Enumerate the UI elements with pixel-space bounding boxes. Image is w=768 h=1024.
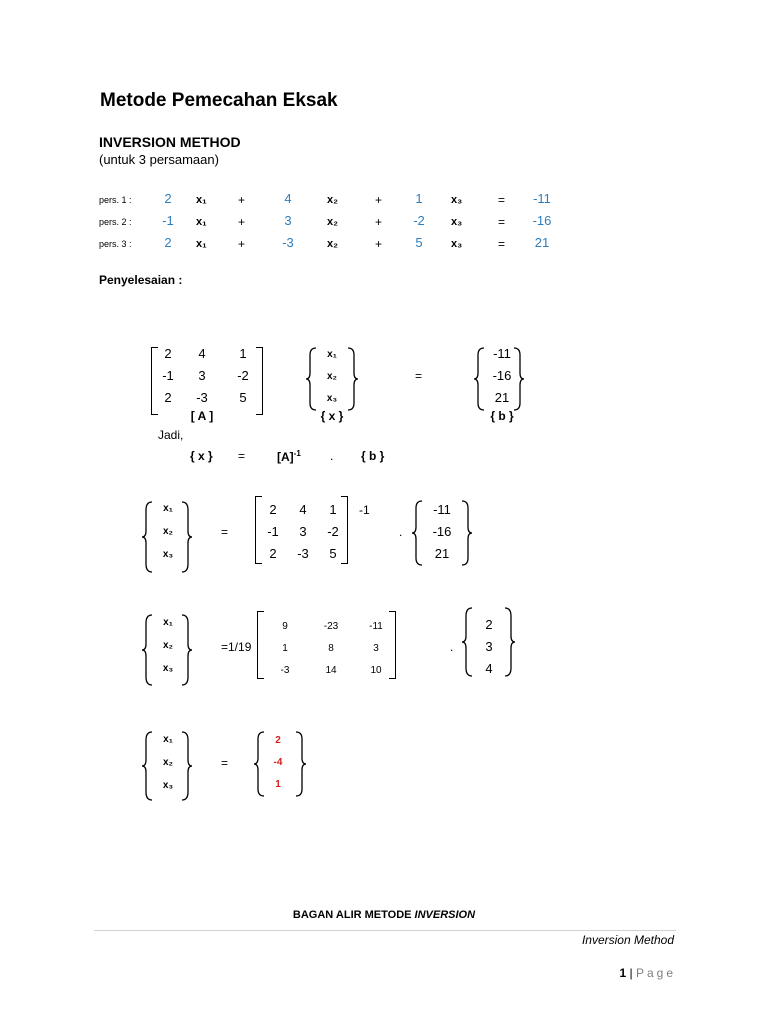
equals-sign: =	[221, 525, 229, 539]
variable: x₂	[327, 216, 339, 228]
coefficient: 5	[415, 235, 423, 250]
plus-sign: +	[375, 237, 383, 251]
matrix-cell: 9	[282, 621, 288, 632]
vector-b: { b }	[361, 449, 385, 463]
plus-sign: +	[238, 215, 246, 229]
matrix-cell: -2	[327, 524, 339, 539]
matrix-cell: 3	[299, 524, 307, 539]
result-value: -4	[273, 757, 283, 768]
equals-sign: =	[238, 449, 246, 463]
brace-left	[142, 501, 154, 573]
matrix-cell: -1	[162, 368, 174, 383]
matrix-A-inverse	[277, 449, 301, 464]
solution-label: Penyelesaian :	[99, 273, 183, 287]
coefficient: 4	[284, 191, 292, 206]
page-title: Metode Pemecahan Eksak	[100, 90, 338, 111]
variable: x₁	[196, 238, 207, 250]
coefficient: -3	[282, 235, 294, 250]
vector-cell: -11	[493, 346, 511, 361]
vector-cell: x₁	[163, 503, 173, 514]
matrix-cell: 14	[325, 665, 337, 676]
rhs-value: -11	[533, 191, 551, 206]
vector-cell: 21	[434, 546, 450, 561]
matrix-cell: -23	[323, 621, 339, 632]
matrix-label: [ A ]	[190, 409, 214, 423]
footer-divider	[94, 930, 676, 931]
matrix-cell: -1	[267, 524, 279, 539]
equation-label: pers. 2 :	[99, 217, 132, 227]
vector-cell: x₃	[162, 780, 174, 791]
equals-sign: =	[498, 215, 506, 229]
variable: x₁	[196, 216, 207, 228]
brace-left	[142, 731, 154, 801]
vector-cell: 3	[485, 639, 493, 654]
equals-sign: =	[498, 193, 506, 207]
matrix-cell: 8	[328, 643, 334, 654]
brace-right	[180, 614, 192, 686]
matrix-cell: 4	[198, 346, 206, 361]
plus-sign: +	[238, 193, 246, 207]
plus-sign: +	[238, 237, 246, 251]
coefficient: -2	[413, 213, 425, 228]
variable: x₃	[451, 238, 463, 250]
matrix-cell: -3	[297, 546, 309, 561]
vector-label: { b }	[490, 409, 514, 423]
section-subheading: (untuk 3 persamaan)	[99, 152, 219, 167]
dot-operator: .	[399, 525, 403, 539]
matrix-cell: -2	[237, 368, 249, 383]
matrix-cell: -3	[280, 665, 290, 676]
result-value: 2	[275, 735, 281, 746]
matrix-cell: -3	[196, 390, 208, 405]
matrix-cell: 1	[282, 643, 288, 654]
matrix-cell: 1	[239, 346, 247, 361]
vector-cell: 4	[485, 661, 493, 676]
equation-label: pers. 3 :	[99, 239, 132, 249]
matrix-cell: 5	[239, 390, 247, 405]
flowchart-title-text: BAGAN ALIR METODE	[292, 909, 415, 921]
brace-right	[180, 731, 192, 801]
variable: x₂	[327, 238, 339, 250]
coefficient: 3	[284, 213, 292, 228]
vector-cell: x₃	[326, 393, 338, 404]
vector-label: { x }	[320, 409, 344, 423]
matrix-cell: -11	[369, 621, 383, 632]
plus-sign: +	[375, 193, 383, 207]
brace-right	[460, 500, 472, 566]
jadi-label: Jadi,	[158, 428, 184, 442]
rhs-value: -16	[532, 213, 552, 228]
vector-cell: x₁	[327, 349, 337, 360]
brace-right	[346, 347, 358, 411]
coefficient: 2	[164, 191, 172, 206]
matrix-cell: 10	[370, 665, 382, 676]
plus-sign: +	[375, 215, 383, 229]
flowchart-title	[0, 909, 768, 921]
vector-x: { x }	[190, 449, 213, 463]
section-heading: INVERSION METHOD	[99, 134, 241, 150]
flowchart-title-emphasis: INVERSION	[414, 909, 476, 921]
matrix-cell: 5	[329, 546, 337, 561]
rhs-value: 21	[534, 235, 550, 250]
variable: x₁	[196, 194, 207, 206]
brace-left	[142, 614, 154, 686]
matrix-cell: 2	[269, 546, 277, 561]
coefficient: -1	[162, 213, 174, 228]
vector-cell: x₁	[163, 734, 173, 745]
equals-sign: =	[498, 237, 506, 251]
matrix-cell: 3	[373, 643, 379, 654]
footer-title: Inversion Method	[581, 933, 674, 947]
dot-operator: .	[450, 640, 454, 654]
vector-cell: 21	[494, 390, 510, 405]
vector-cell: 2	[485, 617, 493, 632]
matrix-cell: 2	[269, 502, 277, 517]
matrix-cell: 2	[164, 346, 172, 361]
vector-cell: -16	[432, 524, 452, 539]
vector-cell: x₂	[162, 526, 173, 537]
vector-cell: x₃	[162, 663, 174, 674]
inverse-exponent: -1	[359, 503, 370, 517]
coefficient: 1	[415, 191, 423, 206]
matrix-cell: 2	[164, 390, 172, 405]
page-word: Page	[635, 966, 676, 980]
page-number	[619, 966, 676, 980]
variable: x₃	[451, 216, 463, 228]
vector-cell: x₂	[162, 757, 173, 768]
matrix-cell: 1	[329, 502, 337, 517]
coefficient: 2	[164, 235, 172, 250]
vector-cell: x₃	[162, 549, 174, 560]
vector-cell: -16	[492, 368, 512, 383]
brace-left	[306, 347, 318, 411]
variable: x₂	[327, 194, 339, 206]
variable: x₃	[451, 194, 463, 206]
vector-cell: x₁	[163, 617, 173, 628]
page-separator: |	[626, 966, 636, 980]
matrix-cell: 4	[299, 502, 307, 517]
brace-right	[294, 731, 306, 797]
vector-cell: x₂	[162, 640, 173, 651]
page-number-value: 1	[619, 966, 627, 980]
equals-sign: =	[415, 369, 423, 383]
result-value: 1	[275, 779, 281, 790]
matrix-A-symbol: [A]	[277, 450, 294, 464]
inverse-exponent: -1	[293, 449, 301, 458]
vector-cell: -11	[433, 502, 451, 517]
equation-label: pers. 1 :	[99, 195, 132, 205]
brace-left	[412, 500, 424, 566]
dot-operator: .	[330, 449, 334, 463]
vector-cell: x₂	[326, 371, 337, 382]
equals-sign: =	[221, 756, 229, 770]
matrix-cell: 3	[198, 368, 206, 383]
scale-factor: =1/19	[221, 640, 252, 654]
brace-right	[180, 501, 192, 573]
